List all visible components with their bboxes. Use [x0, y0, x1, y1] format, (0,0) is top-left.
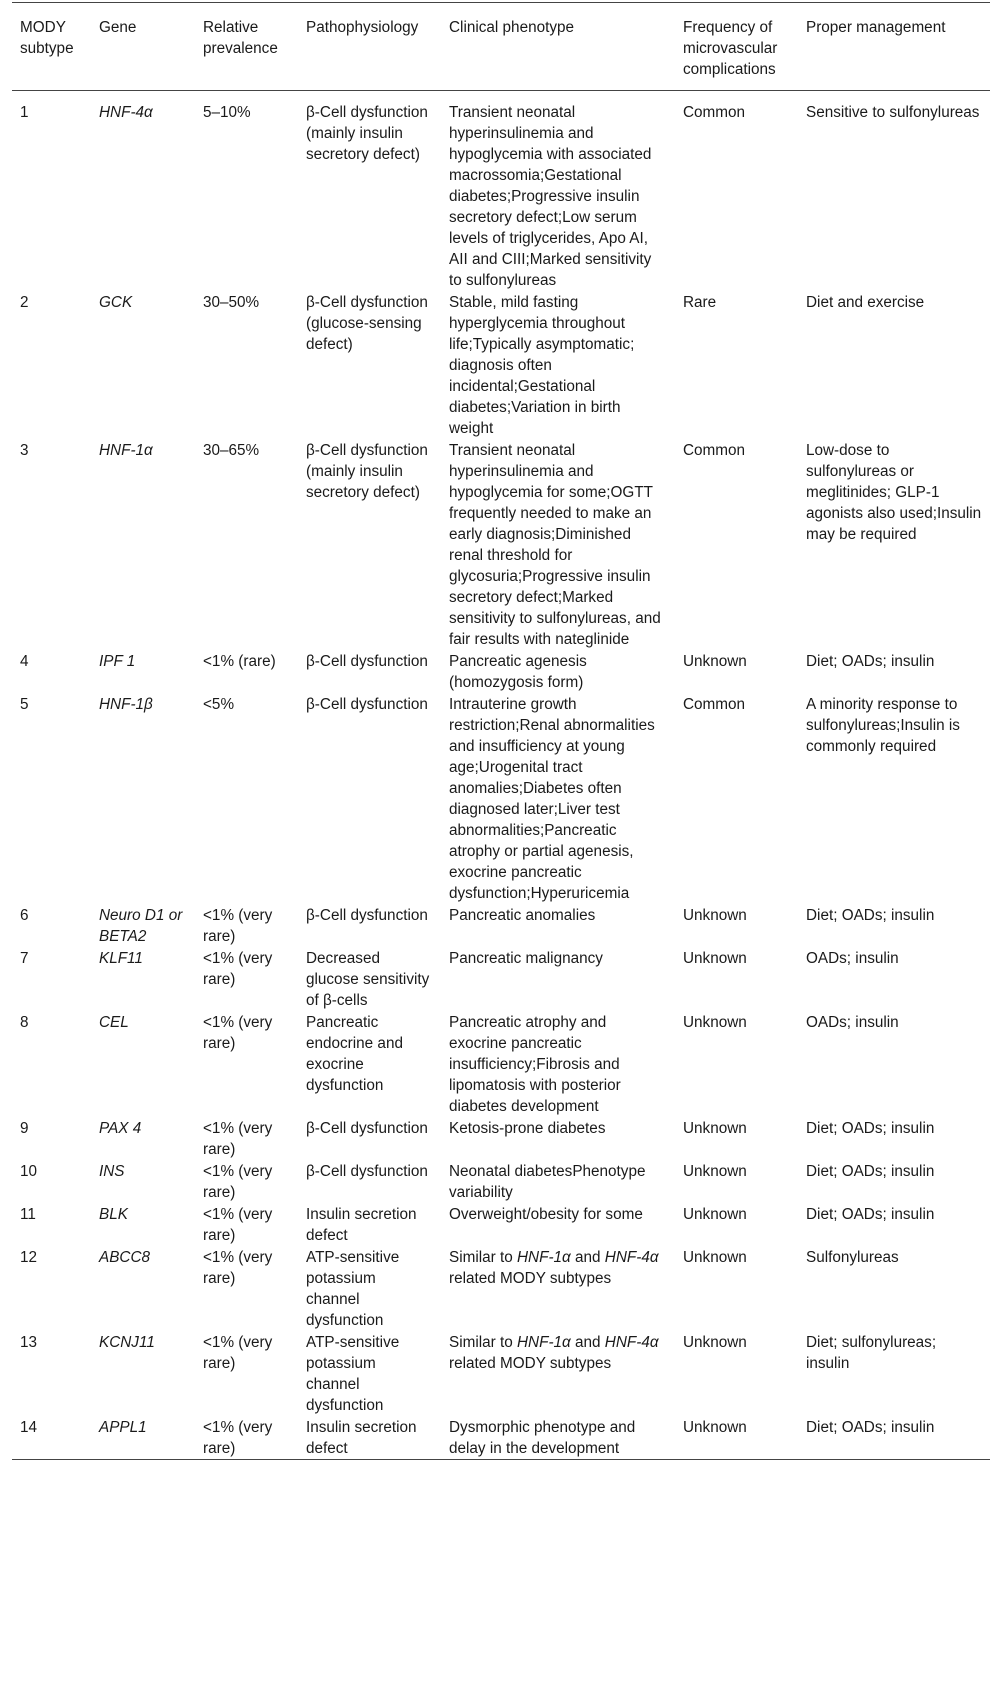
phenotype-text: related MODY subtypes: [449, 1355, 612, 1372]
cell-clinical-phenotype: [441, 650, 675, 693]
cell-gene: GCK: [99, 294, 133, 311]
phenotype-text: Pancreatic agenesis (homozygosis form): [449, 653, 587, 691]
cell-subtype: 9: [20, 1120, 29, 1137]
cell-pathophysiology: β-Cell dysfunction: [306, 696, 428, 713]
cell-pathophysiology: Insulin secretion defect: [306, 1419, 417, 1457]
cell-prevalence: <5%: [203, 696, 235, 713]
table-row: [12, 650, 990, 693]
cell-management: A minority response to sulfonylureas;Insulin is commonly required: [806, 696, 960, 755]
table-body: [12, 91, 990, 1460]
table-row: [12, 1331, 990, 1416]
cell-pathophysiology: β-Cell dysfunction (glucose-sensing defect): [306, 294, 428, 353]
phenotype-text: and: [570, 1334, 605, 1351]
cell-gene: PAX 4: [99, 1120, 142, 1137]
cell-pathophysiology: Insulin secretion defect: [306, 1206, 417, 1244]
cell-pathophysiology: β-Cell dysfunction: [306, 1163, 428, 1180]
cell-gene: HNF-1α: [99, 442, 153, 459]
header-clinical-phenotype: Clinical phenotype: [449, 19, 575, 36]
cell-clinical-phenotype: [441, 947, 675, 1011]
cell-pathophysiology: ATP-sensitive potassium channel dysfunction: [306, 1249, 400, 1329]
cell-management: Diet; sulfonylureas; insulin: [806, 1334, 937, 1372]
cell-pathophysiology: β-Cell dysfunction (mainly insulin secretory defect): [306, 442, 428, 501]
gene-reference: HNF-4α: [604, 1249, 659, 1266]
cell-microvascular-frequency: Unknown: [683, 950, 747, 967]
phenotype-text: Pancreatic malignancy: [449, 950, 603, 967]
cell-clinical-phenotype: [441, 1416, 675, 1460]
cell-prevalence: <1% (very rare): [203, 950, 273, 988]
cell-subtype: 7: [20, 950, 29, 967]
cell-gene: KCNJ11: [99, 1334, 155, 1351]
cell-clinical-phenotype: [441, 1331, 675, 1416]
cell-gene: KLF11: [99, 950, 143, 967]
phenotype-text: Dysmorphic phenotype and delay in the development: [449, 1419, 636, 1457]
cell-subtype: 11: [20, 1206, 36, 1223]
cell-prevalence: <1% (very rare): [203, 1163, 273, 1201]
cell-clinical-phenotype: [441, 1160, 675, 1203]
cell-microvascular-frequency: Unknown: [683, 1163, 747, 1180]
cell-clinical-phenotype: [441, 1203, 675, 1246]
cell-prevalence: <1% (very rare): [203, 1419, 273, 1457]
cell-gene: HNF-1β: [99, 696, 153, 713]
table-row: [12, 1011, 990, 1117]
cell-clinical-phenotype: [441, 1246, 675, 1331]
cell-prevalence: <1% (rare): [203, 653, 276, 670]
cell-gene: APPL1: [99, 1419, 147, 1436]
table-header-row: [12, 3, 990, 91]
cell-management: Diet and exercise: [806, 294, 925, 311]
cell-gene: Neuro D1 or BETA2: [99, 907, 183, 945]
phenotype-text: Stable, mild fasting hyperglycemia throughout life;Typically asymptomatic; diagnosis often incidental;Gestational diabetes;Variation in birth weight: [449, 294, 635, 437]
table-row: [12, 1117, 990, 1160]
phenotype-text: Pancreatic anomalies: [449, 907, 596, 924]
phenotype-text: and: [570, 1249, 605, 1266]
cell-subtype: 1: [20, 104, 29, 121]
cell-subtype: 13: [20, 1334, 38, 1351]
cell-management: Diet; OADs; insulin: [806, 1419, 935, 1436]
phenotype-text: Similar to: [449, 1334, 517, 1351]
cell-subtype: 2: [20, 294, 29, 311]
phenotype-text: Ketosis-prone diabetes: [449, 1120, 606, 1137]
phenotype-text: Pancreatic atrophy and exocrine pancreatic insufficiency;Fibrosis and lipomatosis with posterior diabetes development: [449, 1014, 621, 1115]
phenotype-text: Neonatal diabetesPhenotype variability: [449, 1163, 646, 1201]
mody-table-container: [12, 2, 990, 1460]
cell-management: OADs; insulin: [806, 1014, 899, 1031]
cell-prevalence: <1% (very rare): [203, 1206, 273, 1244]
cell-gene: ABCC8: [99, 1249, 151, 1266]
cell-pathophysiology: β-Cell dysfunction: [306, 907, 428, 924]
gene-reference: HNF-4α: [604, 1334, 659, 1351]
table-row: [12, 91, 990, 292]
phenotype-text: Similar to: [449, 1249, 517, 1266]
table-row: [12, 1246, 990, 1331]
table-row: [12, 904, 990, 947]
gene-reference: HNF-1α: [517, 1249, 571, 1266]
cell-management: Diet; OADs; insulin: [806, 1163, 935, 1180]
cell-microvascular-frequency: Common: [683, 104, 746, 121]
header-mody-subtype: MODY subtype: [20, 19, 74, 57]
cell-management: Diet; OADs; insulin: [806, 1206, 935, 1223]
cell-microvascular-frequency: Unknown: [683, 1014, 747, 1031]
cell-management: Sensitive to sulfonylureas: [806, 104, 980, 121]
cell-gene: BLK: [99, 1206, 128, 1223]
cell-clinical-phenotype: [441, 693, 675, 904]
cell-clinical-phenotype: [441, 291, 675, 439]
header-pathophysiology: Pathophysiology: [306, 19, 419, 36]
cell-microvascular-frequency: Unknown: [683, 1334, 747, 1351]
cell-microvascular-frequency: Unknown: [683, 1249, 747, 1266]
table-row: [12, 1160, 990, 1203]
cell-management: Low-dose to sulfonylureas or meglitinides; GLP-1 agonists also used;Insulin may be required: [806, 442, 982, 543]
phenotype-text: Intrauterine growth restriction;Renal abnormalities and insufficiency at young age;Urogenital tract anomalies;Diabetes often diagnosed later;Liver test abnormalities;Pancreatic atrophy or partial agenesis, exocrine pancreatic dysfunction;Hyperuricemia: [449, 696, 655, 902]
cell-clinical-phenotype: [441, 1011, 675, 1117]
cell-prevalence: 30–50%: [203, 294, 260, 311]
cell-gene: INS: [99, 1163, 125, 1180]
header-microvascular-frequency: Frequency of microvascular complications: [683, 19, 778, 78]
cell-microvascular-frequency: Unknown: [683, 907, 747, 924]
cell-prevalence: 30–65%: [203, 442, 260, 459]
table-row: [12, 291, 990, 439]
cell-subtype: 3: [20, 442, 29, 459]
table-row: [12, 439, 990, 650]
cell-subtype: 10: [20, 1163, 38, 1180]
cell-gene: HNF-4α: [99, 104, 153, 121]
cell-clinical-phenotype: [441, 904, 675, 947]
table-row: [12, 947, 990, 1011]
cell-gene: IPF 1: [99, 653, 136, 670]
cell-microvascular-frequency: Unknown: [683, 1120, 747, 1137]
cell-prevalence: 5–10%: [203, 104, 251, 121]
cell-gene: CEL: [99, 1014, 129, 1031]
cell-microvascular-frequency: Common: [683, 442, 746, 459]
cell-pathophysiology: β-Cell dysfunction: [306, 1120, 428, 1137]
cell-subtype: 8: [20, 1014, 29, 1031]
header-proper-management: Proper management: [806, 19, 946, 36]
cell-subtype: 6: [20, 907, 29, 924]
cell-subtype: 4: [20, 653, 29, 670]
phenotype-text: Overweight/obesity for some: [449, 1206, 643, 1223]
cell-subtype: 5: [20, 696, 29, 713]
table-row: [12, 693, 990, 904]
header-gene: Gene: [99, 19, 137, 36]
phenotype-text: Transient neonatal hyperinsulinemia and hypoglycemia for some;OGTT frequently needed to make an early diagnosis;Diminished renal threshold for glycosuria;Progressive insulin secretory defect;Marked sensitivity to sulfonylureas, and fair results with nateglinide: [449, 442, 661, 648]
cell-management: OADs; insulin: [806, 950, 899, 967]
cell-microvascular-frequency: Unknown: [683, 1206, 747, 1223]
cell-pathophysiology: Pancreatic endocrine and exocrine dysfunction: [306, 1014, 403, 1094]
cell-microvascular-frequency: Unknown: [683, 1419, 747, 1436]
header-relative-prevalence: Relative prevalence: [203, 19, 278, 57]
phenotype-text: related MODY subtypes: [449, 1270, 612, 1287]
cell-prevalence: <1% (very rare): [203, 1120, 273, 1158]
cell-clinical-phenotype: [441, 439, 675, 650]
cell-subtype: 14: [20, 1419, 38, 1436]
cell-management: Sulfonylureas: [806, 1249, 899, 1266]
cell-management: Diet; OADs; insulin: [806, 907, 935, 924]
cell-clinical-phenotype: [441, 91, 675, 292]
cell-pathophysiology: β-Cell dysfunction (mainly insulin secretory defect): [306, 104, 428, 163]
gene-reference: HNF-1α: [517, 1334, 571, 1351]
cell-clinical-phenotype: [441, 1117, 675, 1160]
cell-microvascular-frequency: Common: [683, 696, 746, 713]
cell-prevalence: <1% (very rare): [203, 1249, 273, 1287]
cell-pathophysiology: β-Cell dysfunction: [306, 653, 428, 670]
cell-prevalence: <1% (very rare): [203, 1334, 273, 1372]
phenotype-text: Transient neonatal hyperinsulinemia and hypoglycemia with associated macrossomia;Gestational diabetes;Progressive insulin secretory defect;Low serum levels of triglycerides, Apo AI, AII and CIII;Marked sensitivity to sulfonylureas: [449, 104, 652, 289]
cell-management: Diet; OADs; insulin: [806, 653, 935, 670]
cell-pathophysiology: ATP-sensitive potassium channel dysfunction: [306, 1334, 400, 1414]
cell-prevalence: <1% (very rare): [203, 907, 273, 945]
cell-microvascular-frequency: Unknown: [683, 653, 747, 670]
mody-subtypes-table: [12, 2, 990, 1460]
cell-prevalence: <1% (very rare): [203, 1014, 273, 1052]
cell-management: Diet; OADs; insulin: [806, 1120, 935, 1137]
cell-subtype: 12: [20, 1249, 38, 1266]
table-row: [12, 1203, 990, 1246]
table-row: [12, 1416, 990, 1460]
cell-microvascular-frequency: Rare: [683, 294, 717, 311]
cell-pathophysiology: Decreased glucose sensitivity of β-cells: [306, 950, 430, 1009]
